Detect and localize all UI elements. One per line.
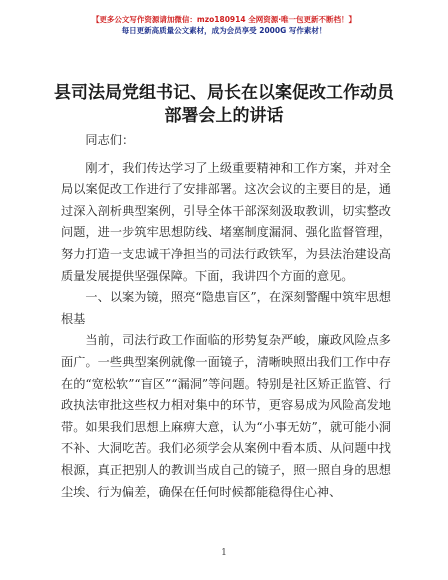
body-paragraph-section-1: 当前，司法行政工作面临的形势复杂严峻，廉政风险点多面广。一些典型案例就像一面镜子，清晰映照出我们工作中存在的“宽松软”“盲区”“漏洞”等问题。特别是社区矫正监管、行政执法审批这些权力相对集中的环节，更容易成为风险高发地带。如果我们思想上麻痹大意，认为“小事无妨”，就可能小洞不补、大洞吃苦。我们必须学会从案例中看本质、从问题中找根源，真正把别人的教训当成自己的镜子，照一照自身的思想尘埃、行为偏差，确保在任何时候都能稳得住心神、 xyxy=(61,333,391,499)
promo-banner-line-2: 每日更新高质量公文素材，成为会员享受 2000G 写作素材！ xyxy=(121,26,327,35)
salutation: 同志们： xyxy=(85,133,135,147)
promo-banner-line-1: 【更多公文写作资源请加微信：mzo180914 全网资源·唯一包更新不断档！】 xyxy=(91,15,357,24)
document-title-line-2: 部署会上的讲话 xyxy=(164,106,284,126)
document-title xyxy=(40,82,408,128)
document-body xyxy=(61,130,391,503)
body-paragraph-intro: 刚才，我们传达学习了上级重要精神和工作方案，并对全局以案促改工作进行了安排部署。这次会议的主要目的是，通过深入剖析典型案例，引导全体干部深刻汲取教训，切实整改问题，进一步筑牢思想防线、堵塞制度漏洞、强化监督管理，努力打造一支忠诚干净担当的司法行政铁军，为县法治建设高质量发展提供坚强保障。下面，我讲四个方面的意见。 xyxy=(61,160,391,283)
promo-banner xyxy=(0,14,448,36)
page-number: 1 xyxy=(221,548,227,558)
document-title-line-1: 县司法局党组书记、局长在以案促改工作动员 xyxy=(54,83,394,103)
section-heading-1: 一、以案为镜，照亮“隐患盲区”，在深刻警醒中筑牢思想根基 xyxy=(61,290,391,326)
